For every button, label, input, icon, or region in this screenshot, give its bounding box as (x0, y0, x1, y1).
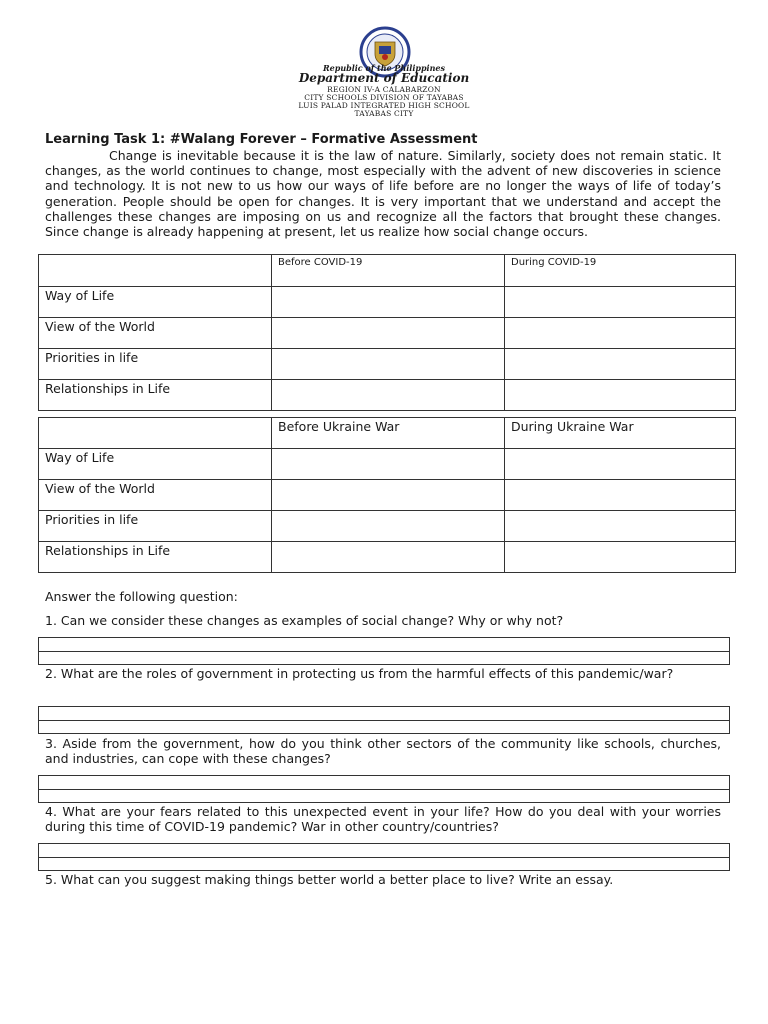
answer-cell[interactable] (505, 449, 736, 480)
row-label: Relationships in Life (39, 542, 272, 573)
letterhead-school: LUIS PALAD INTEGRATED HIGH SCHOOL (298, 101, 470, 110)
covid-table (38, 254, 736, 411)
answer-box-2[interactable] (38, 706, 730, 734)
letterhead-division: CITY SCHOOLS DIVISION OF TAYABAS (304, 93, 464, 102)
question-3: 3. Aside from the government, how do you think other sectors of the community like schools, churches, and industries, can cope with these changes? (45, 736, 721, 766)
table-header-cell: During Ukraine War (505, 418, 736, 449)
table-header-cell: Before COVID-19 (272, 255, 505, 287)
ukraine-table (38, 417, 736, 573)
table-row (39, 287, 736, 318)
table-header-row (39, 418, 736, 449)
answer-box-4[interactable] (38, 843, 730, 871)
answer-cell[interactable] (272, 318, 505, 349)
table-header-cell: During COVID-19 (505, 255, 736, 287)
questions-instruction: Answer the following question: (45, 589, 238, 604)
question-5: 5. What can you suggest making things better world a better place to live? Write an essay. (45, 872, 614, 887)
answer-cell[interactable] (505, 380, 736, 411)
answer-cell[interactable] (505, 287, 736, 318)
answer-box-1[interactable] (38, 637, 730, 665)
answer-cell[interactable] (272, 380, 505, 411)
row-label: Priorities in life (39, 511, 272, 542)
question-4: 4. What are your fears related to this unexpected event in your life? How do you deal with your worries during this time of COVID-19 pandemic? War in other country/countries? (45, 804, 721, 834)
table-row (39, 480, 736, 511)
row-label: Relationships in Life (39, 380, 272, 411)
answer-cell[interactable] (272, 480, 505, 511)
answer-cell[interactable] (272, 449, 505, 480)
answer-cell[interactable] (505, 511, 736, 542)
table-row (39, 511, 736, 542)
table-header-cell: Before Ukraine War (272, 418, 505, 449)
answer-cell[interactable] (272, 349, 505, 380)
answer-cell[interactable] (272, 287, 505, 318)
task-title: Learning Task 1: #Walang Forever – Formative Assessment (45, 132, 478, 147)
answer-cell[interactable] (505, 318, 736, 349)
question-2: 2. What are the roles of government in protecting us from the harmful effects of this pandemic/war? (45, 666, 674, 681)
answer-box-3[interactable] (38, 775, 730, 803)
answer-cell[interactable] (505, 542, 736, 573)
answer-cell[interactable] (505, 349, 736, 380)
table-row (39, 542, 736, 573)
answer-cell[interactable] (272, 511, 505, 542)
answer-cell[interactable] (272, 542, 505, 573)
letterhead-region: REGION IV-A CALABARZON (327, 85, 441, 94)
table-row (39, 349, 736, 380)
row-label: View of the World (39, 480, 272, 511)
letterhead-republic: Republic of the Philippines (322, 63, 445, 73)
letterhead-city: TAYABAS CITY (354, 109, 414, 118)
row-label: View of the World (39, 318, 272, 349)
table-header-row (39, 255, 736, 287)
answer-cell[interactable] (505, 480, 736, 511)
question-1: 1. Can we consider these changes as examples of social change? Why or why not? (45, 613, 564, 628)
table-row (39, 380, 736, 411)
table-row (39, 449, 736, 480)
row-label: Priorities in life (39, 349, 272, 380)
row-label: Way of Life (39, 449, 272, 480)
table-header-cell (39, 418, 272, 449)
letterhead-department: Department of Education (298, 71, 470, 85)
task-intro: Change is inevitable because it is the law of nature. Similarly, society does not remain static. It changes, as the world continues to change, most especially with the advent of new discoveries in science and technology. It is not new to us how our ways of life before are no longer the ways of life of today’s generation. People should be open for changes. It is very important that we understand and accept the challenges these changes are imposing on us and recognize all the factors that brought these changes. Since change is already happening at present, let us realize how social change occurs. (45, 148, 721, 240)
table-row (39, 318, 736, 349)
row-label: Way of Life (39, 287, 272, 318)
table-header-cell (39, 255, 272, 287)
